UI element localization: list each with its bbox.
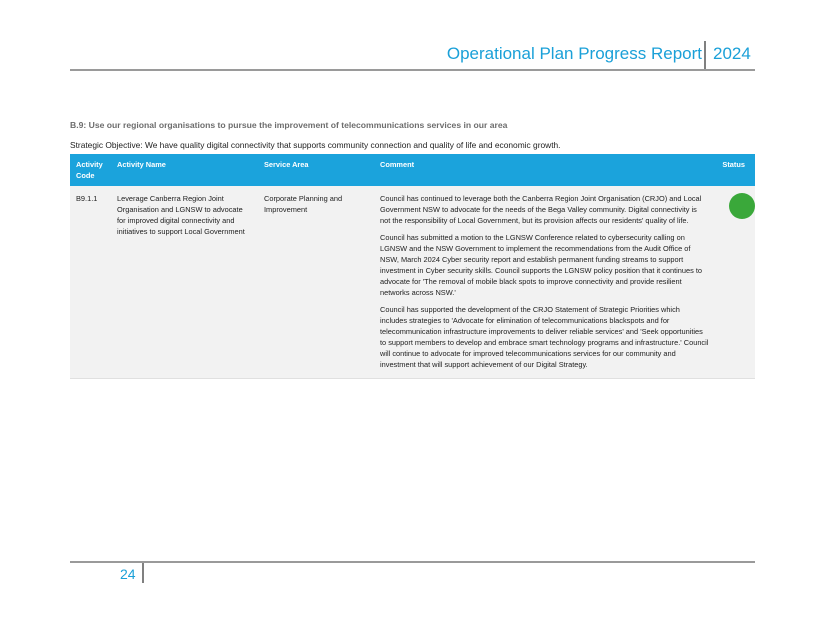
page-number: 24 [120,566,136,582]
column-header-activity-name: Activity Name [111,154,258,186]
status-cell [715,186,755,379]
report-title: Operational Plan Progress Report [446,44,702,63]
service-area-cell: Corporate Planning and Improvement [258,186,374,379]
status-indicator [729,193,755,219]
column-header-activity-code [70,154,111,186]
footer-separator [142,563,144,583]
comment-paragraph: Council has submitted a motion to the LGNSW Conference related to cybersecurity calling on LGNSW and the NSW Government to implement the recommendations from the Audit Office of NSW, March 2024 Cyber security report and establish permanent funding streams to support investment in Cyber security skills. Council supports the LGNSW policy position that it continues to advocate for 'The removal of mobile black spots to improve connectivity and provide resilient networks across NSW.' [380,233,703,297]
comment-paragraph: Council has continued to leverage both the Canberra Region Joint Organisation (CRJO) and Local Government NSW to advocate for the needs of the Bega Valley community. Digital connectivity is not the responsibility of Local Government, but its provision affects our residents' quality of life. [380,194,702,225]
activity-name-cell: Leverage Canberra Region Joint Organisation and LGNSW to advocate for improved digital connectivity and initiatives to support Local Government [111,186,258,379]
column-header-status: Status [715,154,755,186]
report-year: 2024 [713,44,751,63]
section-heading: B.9: Use our regional organisations to pursue the improvement of telecommunications services in our area [70,120,508,130]
table-header-row [70,154,755,186]
footer-rule [70,561,755,563]
column-header-code-line2: Code [76,171,95,180]
header-rule [70,69,755,71]
comment-cell [374,186,715,379]
activity-table [70,154,755,379]
strategic-objective: Strategic Objective: We have quality digital connectivity that supports community connection and quality of life and economic growth. [70,140,561,150]
comment-paragraph: Council has supported the development of the CRJO Statement of Strategic Priorities which includes strategies to 'Advocate for elimination of telecommunications blackspots and for telecommunication infrastructure improvements to deliver reliable services' and 'Seek opportunities to support members to develop and embrace smart technology programs and infrastructure.' Council will continue to advocate for improved telecommunications services for our community and investment that will support achievement of our Digital Strategy. [380,305,709,369]
table-row [70,186,755,379]
activity-code-cell: B9.1.1 [70,186,111,379]
header-separator [704,41,706,69]
column-header-code-line1: Activity [76,160,103,169]
column-header-comment: Comment [374,154,715,186]
column-header-service-area: Service Area [258,154,374,186]
